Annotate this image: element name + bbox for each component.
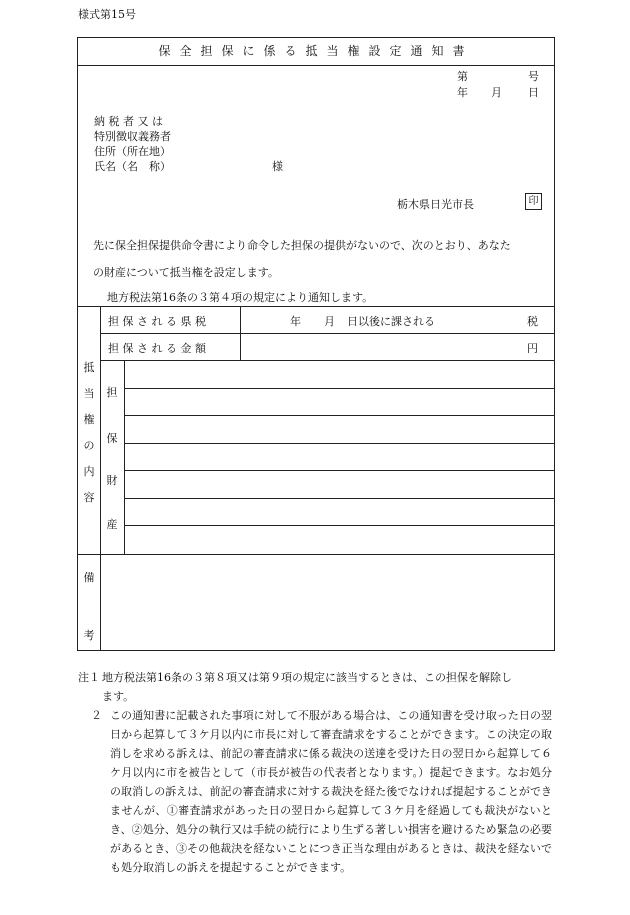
note-1 — [78, 668, 558, 706]
tax-month: 月 — [324, 315, 335, 328]
remarks-label-char-0: 備 — [83, 571, 95, 584]
tax-period: 日以後に課される — [347, 315, 435, 328]
section-label-char-2: 権 — [83, 413, 95, 426]
document-title: 保全担保に係る抵当権設定通知書 — [158, 44, 474, 58]
note-2-text: この通知書に記載された事項に対して不服がある場合は、この通知書を受け取った日の翌日から起算して３ケ月以内に市長に対して審査請求をすることができます。この決定の取消しを求める訴えは、前記の審査請求に係る裁決の送達を受けた日の翌日から起算して６ケ月以内に市を被告として（市長が被告の代表者となります。）提起できます。なお処分の取消しの訴えは、前記の審査請求に対する裁決を経た後でなければ提起することができませんが、①審査請求があった日の翌日から起算して３ケ月を経過しても裁決がないとき、②処分、処分の執行又は手続の続行により生ずる著しい損害を避けるため緊急の必要があるとき、③その他裁決を経ないことにつき正当な理由があるときは、裁決を経ないでも処分取消しの訴えを提起することができます。 — [110, 709, 552, 874]
number-go: 号 — [528, 70, 539, 83]
tax-unit: 税 — [527, 315, 538, 328]
table-top-line — [77, 306, 555, 307]
remarks-label-char-1: 考 — [83, 629, 95, 642]
note-1-body — [102, 668, 512, 706]
remarks-line — [77, 554, 555, 555]
note-1-prefix: 注１ — [78, 671, 100, 684]
table-left-column-line — [100, 306, 101, 651]
property-line-5 — [124, 498, 555, 499]
property-label-char-2: 財 — [106, 474, 118, 487]
section-label-char-1: 当 — [83, 387, 95, 400]
tax-row-line — [100, 333, 555, 334]
note-2-prefix: ２ — [91, 709, 102, 722]
amount-row-line — [100, 360, 555, 361]
body-line-1: 先に保全担保提供命令書により命令した担保の提供がないので、次のとおり、あなた — [93, 239, 511, 252]
property-line-2 — [124, 415, 555, 416]
property-line-6 — [124, 525, 555, 526]
recipient-address: 住所（所在地） — [94, 145, 171, 158]
date-month: 月 — [491, 86, 502, 99]
title-divider — [77, 65, 555, 66]
body-line-3: 地方税法第16条の３第４項の規定により通知します。 — [107, 291, 374, 304]
property-line-1 — [124, 388, 555, 389]
property-label-char-0: 担 — [106, 386, 118, 399]
label-value-divider — [240, 306, 241, 360]
amount-label: 担 保 さ れ る 金 額 — [108, 342, 206, 355]
form-number-label: 様式第15号 — [78, 8, 136, 21]
recipient-honorific: 様 — [272, 160, 283, 173]
date-day: 日 — [528, 86, 539, 99]
tax-year: 年 — [290, 315, 301, 328]
date-year: 年 — [457, 86, 468, 99]
tax-label: 担 保 さ れ る 県 税 — [108, 315, 206, 328]
issuer-name: 栃木県日光市長 — [397, 198, 474, 211]
section-label-char-3: の — [83, 439, 95, 452]
section-label-char-0: 抵 — [83, 361, 95, 374]
number-dai: 第 — [457, 70, 468, 83]
section-label-char-5: 容 — [83, 491, 95, 504]
note-2 — [78, 706, 558, 877]
amount-unit: 円 — [527, 342, 538, 355]
recipient-name: 氏名（名 称） — [94, 160, 171, 173]
note-1-cont: ます。 — [102, 690, 135, 703]
seal-mark: 印 — [525, 193, 542, 210]
property-label-char-3: 産 — [106, 518, 118, 531]
notes-section — [78, 668, 558, 877]
recipient-line2: 特別徴収義務者 — [94, 130, 171, 143]
note-1-text: 地方税法第16条の３第８項又は第９項の規定に該当するときは、この担保を解除し — [102, 671, 512, 684]
property-line-3 — [124, 443, 555, 444]
recipient-line1: 納 税 者 又 は — [94, 115, 163, 128]
section-label-char-4: 内 — [83, 465, 95, 478]
body-line-2: の財産について抵当権を設定します。 — [93, 266, 279, 279]
property-line-4 — [124, 470, 555, 471]
property-label-char-1: 保 — [106, 432, 118, 445]
